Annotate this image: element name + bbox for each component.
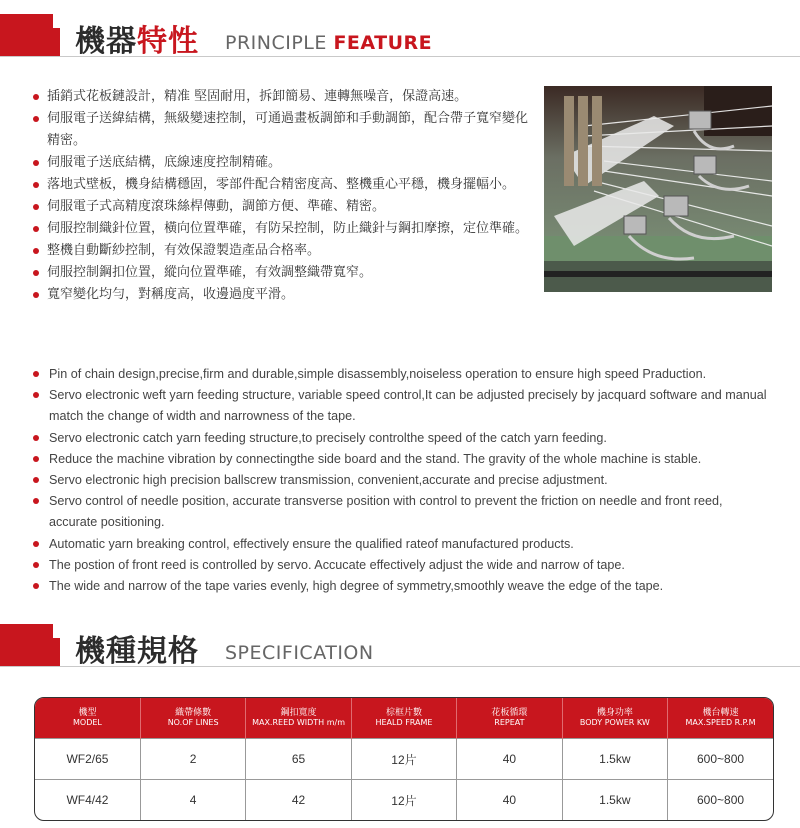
- table-cell: 40: [457, 780, 562, 821]
- list-item: 伺服電子送緯結構，無級變速控制，可通過畫板調節和手動調節，配合帶子寬窄變化精密。: [33, 108, 533, 152]
- list-item: Automatic yarn breaking control, effectively ensure the qualified rateof manufactured products.: [33, 534, 773, 555]
- table-header-row: [35, 698, 773, 739]
- bullet-icon: [33, 116, 39, 122]
- table-cell: WF2/65: [35, 739, 140, 780]
- features-en-list: [33, 364, 773, 597]
- table-cell: 600~800: [668, 739, 773, 780]
- bullet-icon: [33, 94, 39, 100]
- header-lines: 織帶條數 NO.OF LINES: [140, 698, 245, 739]
- list-item: 整機自動斷紗控制，有效保證製造產品合格率。: [33, 240, 533, 262]
- list-item: 伺服電子式高精度滾珠絲桿傳動，調節方便、準確、精密。: [33, 196, 533, 218]
- table-row: [35, 780, 773, 821]
- bullet-icon: [33, 204, 39, 210]
- list-item: Servo electronic high precision ballscrew transmission, convenient,accurate and precise adjustment.: [33, 470, 773, 491]
- list-item: Servo electronic catch yarn feeding structure,to precisely controlthe speed of the catch yarn feeding.: [33, 428, 773, 449]
- table-cell: 65: [246, 739, 351, 780]
- bullet-icon: [33, 226, 39, 232]
- list-item: The wide and narrow of the tape varies evenly, high degree of symmetry,smoothly weave the edge of the tape.: [33, 576, 773, 597]
- header-heald-frame: 棕框片數 HEALD FRAME: [351, 698, 456, 739]
- list-item: 寬窄變化均勻，對稱度高，收邊過度平滑。: [33, 284, 533, 306]
- table-cell: 4: [140, 780, 245, 821]
- bullet-icon: [33, 477, 39, 483]
- bullet-icon: [33, 435, 39, 441]
- bullet-icon: [33, 456, 39, 462]
- list-item: Reduce the machine vibration by connectingthe side board and the stand. The gravity of the whole machine is stable.: [33, 449, 773, 470]
- spec-table: [34, 697, 774, 821]
- spec-section-header: [0, 624, 800, 684]
- table-cell: 2: [140, 739, 245, 780]
- bullet-icon: [33, 182, 39, 188]
- header-body-power: 機身功率 BODY POWER KW: [562, 698, 667, 739]
- table-cell: 12片: [351, 739, 456, 780]
- bullet-icon: [33, 292, 39, 298]
- bullet-icon: [33, 498, 39, 504]
- list-item: Servo electronic weft yarn feeding structure, variable speed control,It can be adjusted precisely by jacquard software and manual match the change of width and narrowness of the tape.: [33, 385, 773, 427]
- bullet-icon: [33, 160, 39, 166]
- features-cn-list: [33, 86, 533, 306]
- list-item: 伺服控制鋼扣位置，縱向位置準確，有效調整織帶寬窄。: [33, 262, 533, 284]
- list-item: Pin of chain design,precise,firm and durable,simple disassembly,noiseless operation to ensure high speed Praduction.: [33, 364, 773, 385]
- feature-section-header: [0, 14, 800, 74]
- header-max-speed: 機台轉速 MAX.SPEED R.P.M: [668, 698, 773, 739]
- list-item: Servo control of needle position, accurate transverse position with control to prevent the friction on needle and front reed, accurate positioning.: [33, 491, 773, 533]
- bullet-icon: [33, 248, 39, 254]
- table-cell: 12片: [351, 780, 456, 821]
- list-item: The postion of front reed is controlled by servo. Accucate effectively adjust the wide and narrow of tape.: [33, 555, 773, 576]
- spec-title: 機種規格: [75, 634, 199, 669]
- list-item: 插銷式花板鏈設計，精准 堅固耐用，拆卸簡易、連轉無噪音，保證高速。: [33, 86, 533, 108]
- table-cell: 40: [457, 739, 562, 780]
- table-cell: 42: [246, 780, 351, 821]
- table-row: [35, 739, 773, 780]
- bullet-icon: [33, 541, 39, 547]
- header-reed-width: 鋼扣寬度 MAX.REED WIDTH m/m: [246, 698, 351, 739]
- bullet-icon: [33, 270, 39, 276]
- bullet-icon: [33, 583, 39, 589]
- spec-title-en: SPECIFICATION: [225, 642, 374, 664]
- table-cell: 1.5kw: [562, 780, 667, 821]
- header-repeat: 花板循環 REPEAT: [457, 698, 562, 739]
- red-accent-block: [0, 624, 53, 666]
- list-item: 落地式壁板，機身結構穩固，零部件配合精密度高、整機重心平穩，機身擺幅小。: [33, 174, 533, 196]
- feature-title: 機器特性: [75, 24, 199, 59]
- red-accent-block: [0, 14, 53, 56]
- list-item: 伺服電子送底結構，底線速度控制精確。: [33, 152, 533, 174]
- table-cell: 1.5kw: [562, 739, 667, 780]
- bullet-icon: [33, 392, 39, 398]
- bullet-icon: [33, 371, 39, 377]
- loom-machine-illustration: [544, 86, 772, 292]
- feature-title-en: PRINCIPLE FEATURE: [225, 32, 433, 54]
- bullet-icon: [33, 562, 39, 568]
- list-item: 伺服控制織針位置，橫向位置準確，有防呆控制，防止織針与鋼扣摩擦，定位準確。: [33, 218, 533, 240]
- header-model: 機型 MODEL: [35, 698, 140, 739]
- machine-photo: [544, 86, 772, 292]
- table-cell: WF4/42: [35, 780, 140, 821]
- table-cell: 600~800: [668, 780, 773, 821]
